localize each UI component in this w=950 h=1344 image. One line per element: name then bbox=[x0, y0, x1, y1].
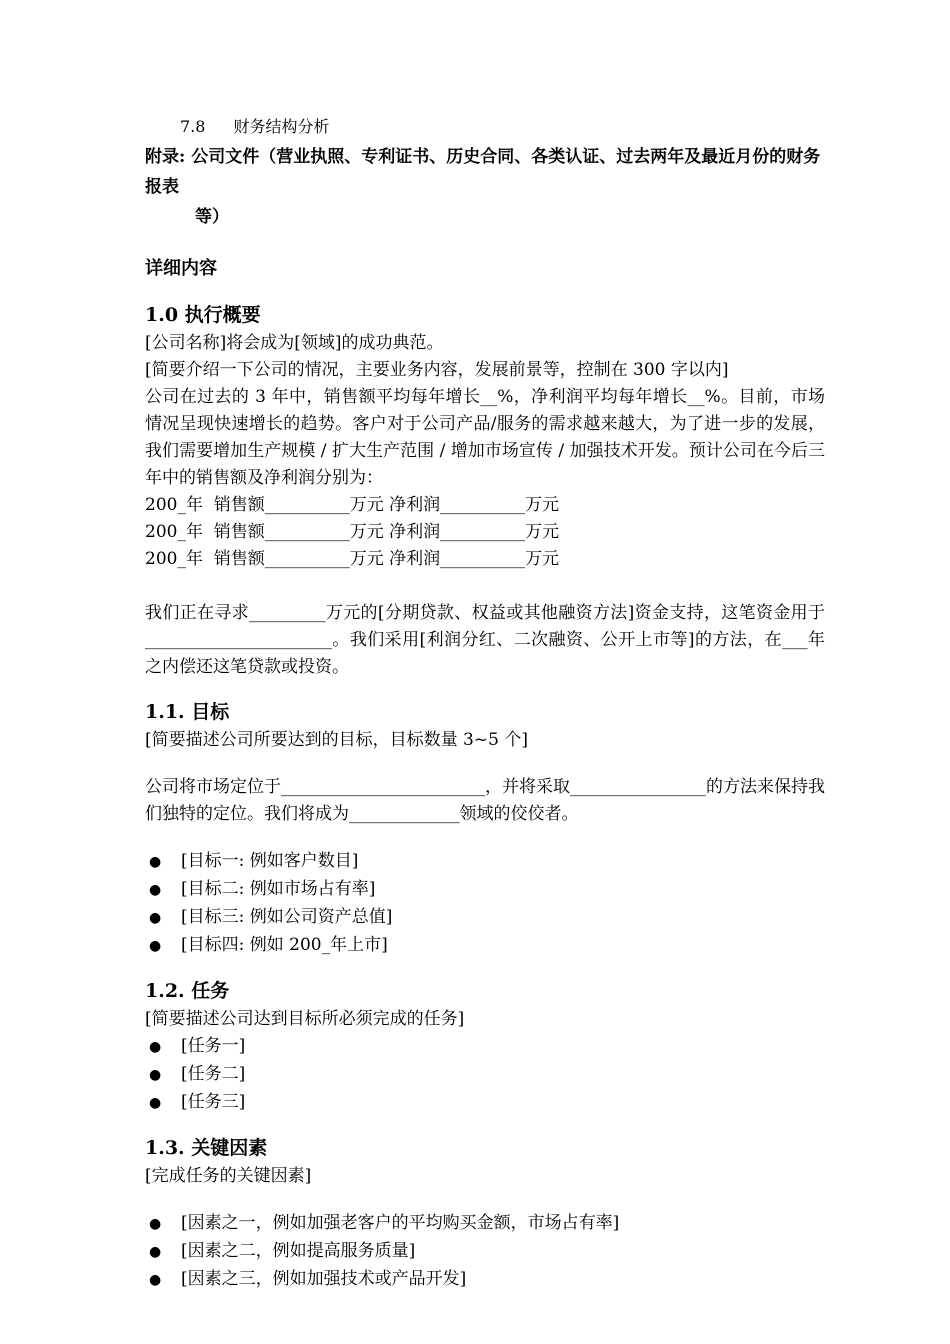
objective-item-2 bbox=[145, 876, 825, 904]
section-heading-1-1: 1.1. 目标 bbox=[145, 701, 230, 723]
details-heading: 详细内容 bbox=[145, 258, 217, 279]
toc-entry-number: 7.8 bbox=[180, 117, 206, 136]
objective-item-text: [目标一: 例如客户数目] bbox=[181, 851, 359, 871]
task-item-2 bbox=[145, 1061, 825, 1089]
exec-summary-intro-note: [简要介绍一下公司的情况，主要业务内容，发展前景等，控制在 300 字以内] bbox=[145, 360, 729, 380]
bullet-icon: ● bbox=[149, 910, 162, 926]
appendix-line-2: 等） bbox=[195, 207, 229, 227]
key-factors-list bbox=[145, 1210, 825, 1294]
section-heading-1-2: 1.2. 任务 bbox=[145, 980, 230, 1002]
task-item-1 bbox=[145, 1033, 825, 1061]
objective-item-text: [目标二: 例如市场占有率] bbox=[181, 879, 376, 899]
appendix-line-1: 附录: 公司文件（营业执照、专利证书、历史合同、各类认证、过去两年及最近月份的财务报表 bbox=[145, 147, 821, 197]
exec-summary-growth-paragraph: 公司在过去的 3 年中，销售额平均每年增长__%，净利润平均每年增长__%。目前，市场情况呈现快速增长的趋势。客户对于公司产品/服务的需求越来越大，为了进一步的发展，我们需要增加生产规模 / 扩大生产范围 / 增加市场宣传 / 加强技术开发。预计公司在今后三年中的销售额及净利润分别为： bbox=[145, 387, 825, 488]
key-factor-item-2 bbox=[145, 1238, 825, 1266]
key-factor-item-text: [因素之三，例如加强技术或产品开发] bbox=[181, 1269, 467, 1289]
forecast-row-year-2: 200_年 销售额__________万元 净利润__________万元 bbox=[145, 522, 560, 542]
bullet-icon: ● bbox=[149, 1095, 162, 1111]
toc-entry-title: 财务结构分析 bbox=[233, 117, 330, 136]
bullet-icon: ● bbox=[149, 882, 162, 898]
bullet-icon: ● bbox=[149, 854, 162, 870]
key-factor-item-3 bbox=[145, 1266, 825, 1294]
objective-item-1 bbox=[145, 848, 825, 876]
bullet-icon: ● bbox=[149, 1216, 162, 1232]
key-factor-item-text: [因素之二，例如提高服务质量] bbox=[181, 1241, 416, 1261]
exec-summary-tagline: [公司名称]将会成为[领域]的成功典范。 bbox=[145, 333, 444, 353]
objective-item-text: [目标四: 例如 200_年上市] bbox=[181, 935, 388, 955]
document-content bbox=[145, 112, 825, 1294]
bullet-icon: ● bbox=[149, 1039, 162, 1055]
objectives-list bbox=[145, 848, 825, 960]
tasks-list bbox=[145, 1033, 825, 1117]
task-item-text: [任务一] bbox=[181, 1036, 246, 1056]
key-factor-item-text: [因素之一，例如加强老客户的平均购买金额，市场占有率] bbox=[181, 1213, 620, 1233]
objective-item-3 bbox=[145, 904, 825, 932]
objectives-note: [简要描述公司所要达到的目标，目标数量 3~5 个] bbox=[145, 730, 528, 750]
objective-item-text: [目标三: 例如公司资产总值] bbox=[181, 907, 393, 927]
forecast-rows bbox=[145, 492, 825, 573]
bullet-icon: ● bbox=[149, 1244, 162, 1260]
task-item-text: [任务三] bbox=[181, 1092, 246, 1112]
objective-item-4 bbox=[145, 932, 825, 960]
task-item-3 bbox=[145, 1089, 825, 1117]
funding-paragraph: 我们正在寻求_________万元的[分期贷款、权益或其他融资方法]资金支持，这笔资金用于______________________。我们采用[利润分红、二次融资、公开上市等]的方法，在___年之内偿还这笔贷款或投资。 bbox=[145, 603, 825, 677]
section-heading-1-0: 1.0 执行概要 bbox=[145, 304, 261, 326]
bullet-icon: ● bbox=[149, 1067, 162, 1083]
positioning-paragraph: 公司将市场定位于________________________，并将采取________________的方法来保持我们独特的定位。我们将成为_____________领域的佼佼者。 bbox=[145, 777, 825, 824]
key-factors-note: [完成任务的关键因素] bbox=[145, 1166, 312, 1186]
bullet-icon: ● bbox=[149, 1272, 162, 1288]
forecast-row-year-3: 200_年 销售额__________万元 净利润__________万元 bbox=[145, 549, 560, 569]
forecast-row-year-1: 200_年 销售额__________万元 净利润__________万元 bbox=[145, 495, 560, 515]
tasks-note: [简要描述公司达到目标所必须完成的任务] bbox=[145, 1009, 465, 1029]
task-item-text: [任务二] bbox=[181, 1064, 246, 1084]
key-factor-item-1 bbox=[145, 1210, 825, 1238]
bullet-icon: ● bbox=[149, 938, 162, 954]
appendix-note bbox=[145, 142, 825, 232]
section-heading-1-3: 1.3. 关键因素 bbox=[145, 1137, 268, 1159]
toc-entry-financial-structure bbox=[145, 112, 825, 142]
